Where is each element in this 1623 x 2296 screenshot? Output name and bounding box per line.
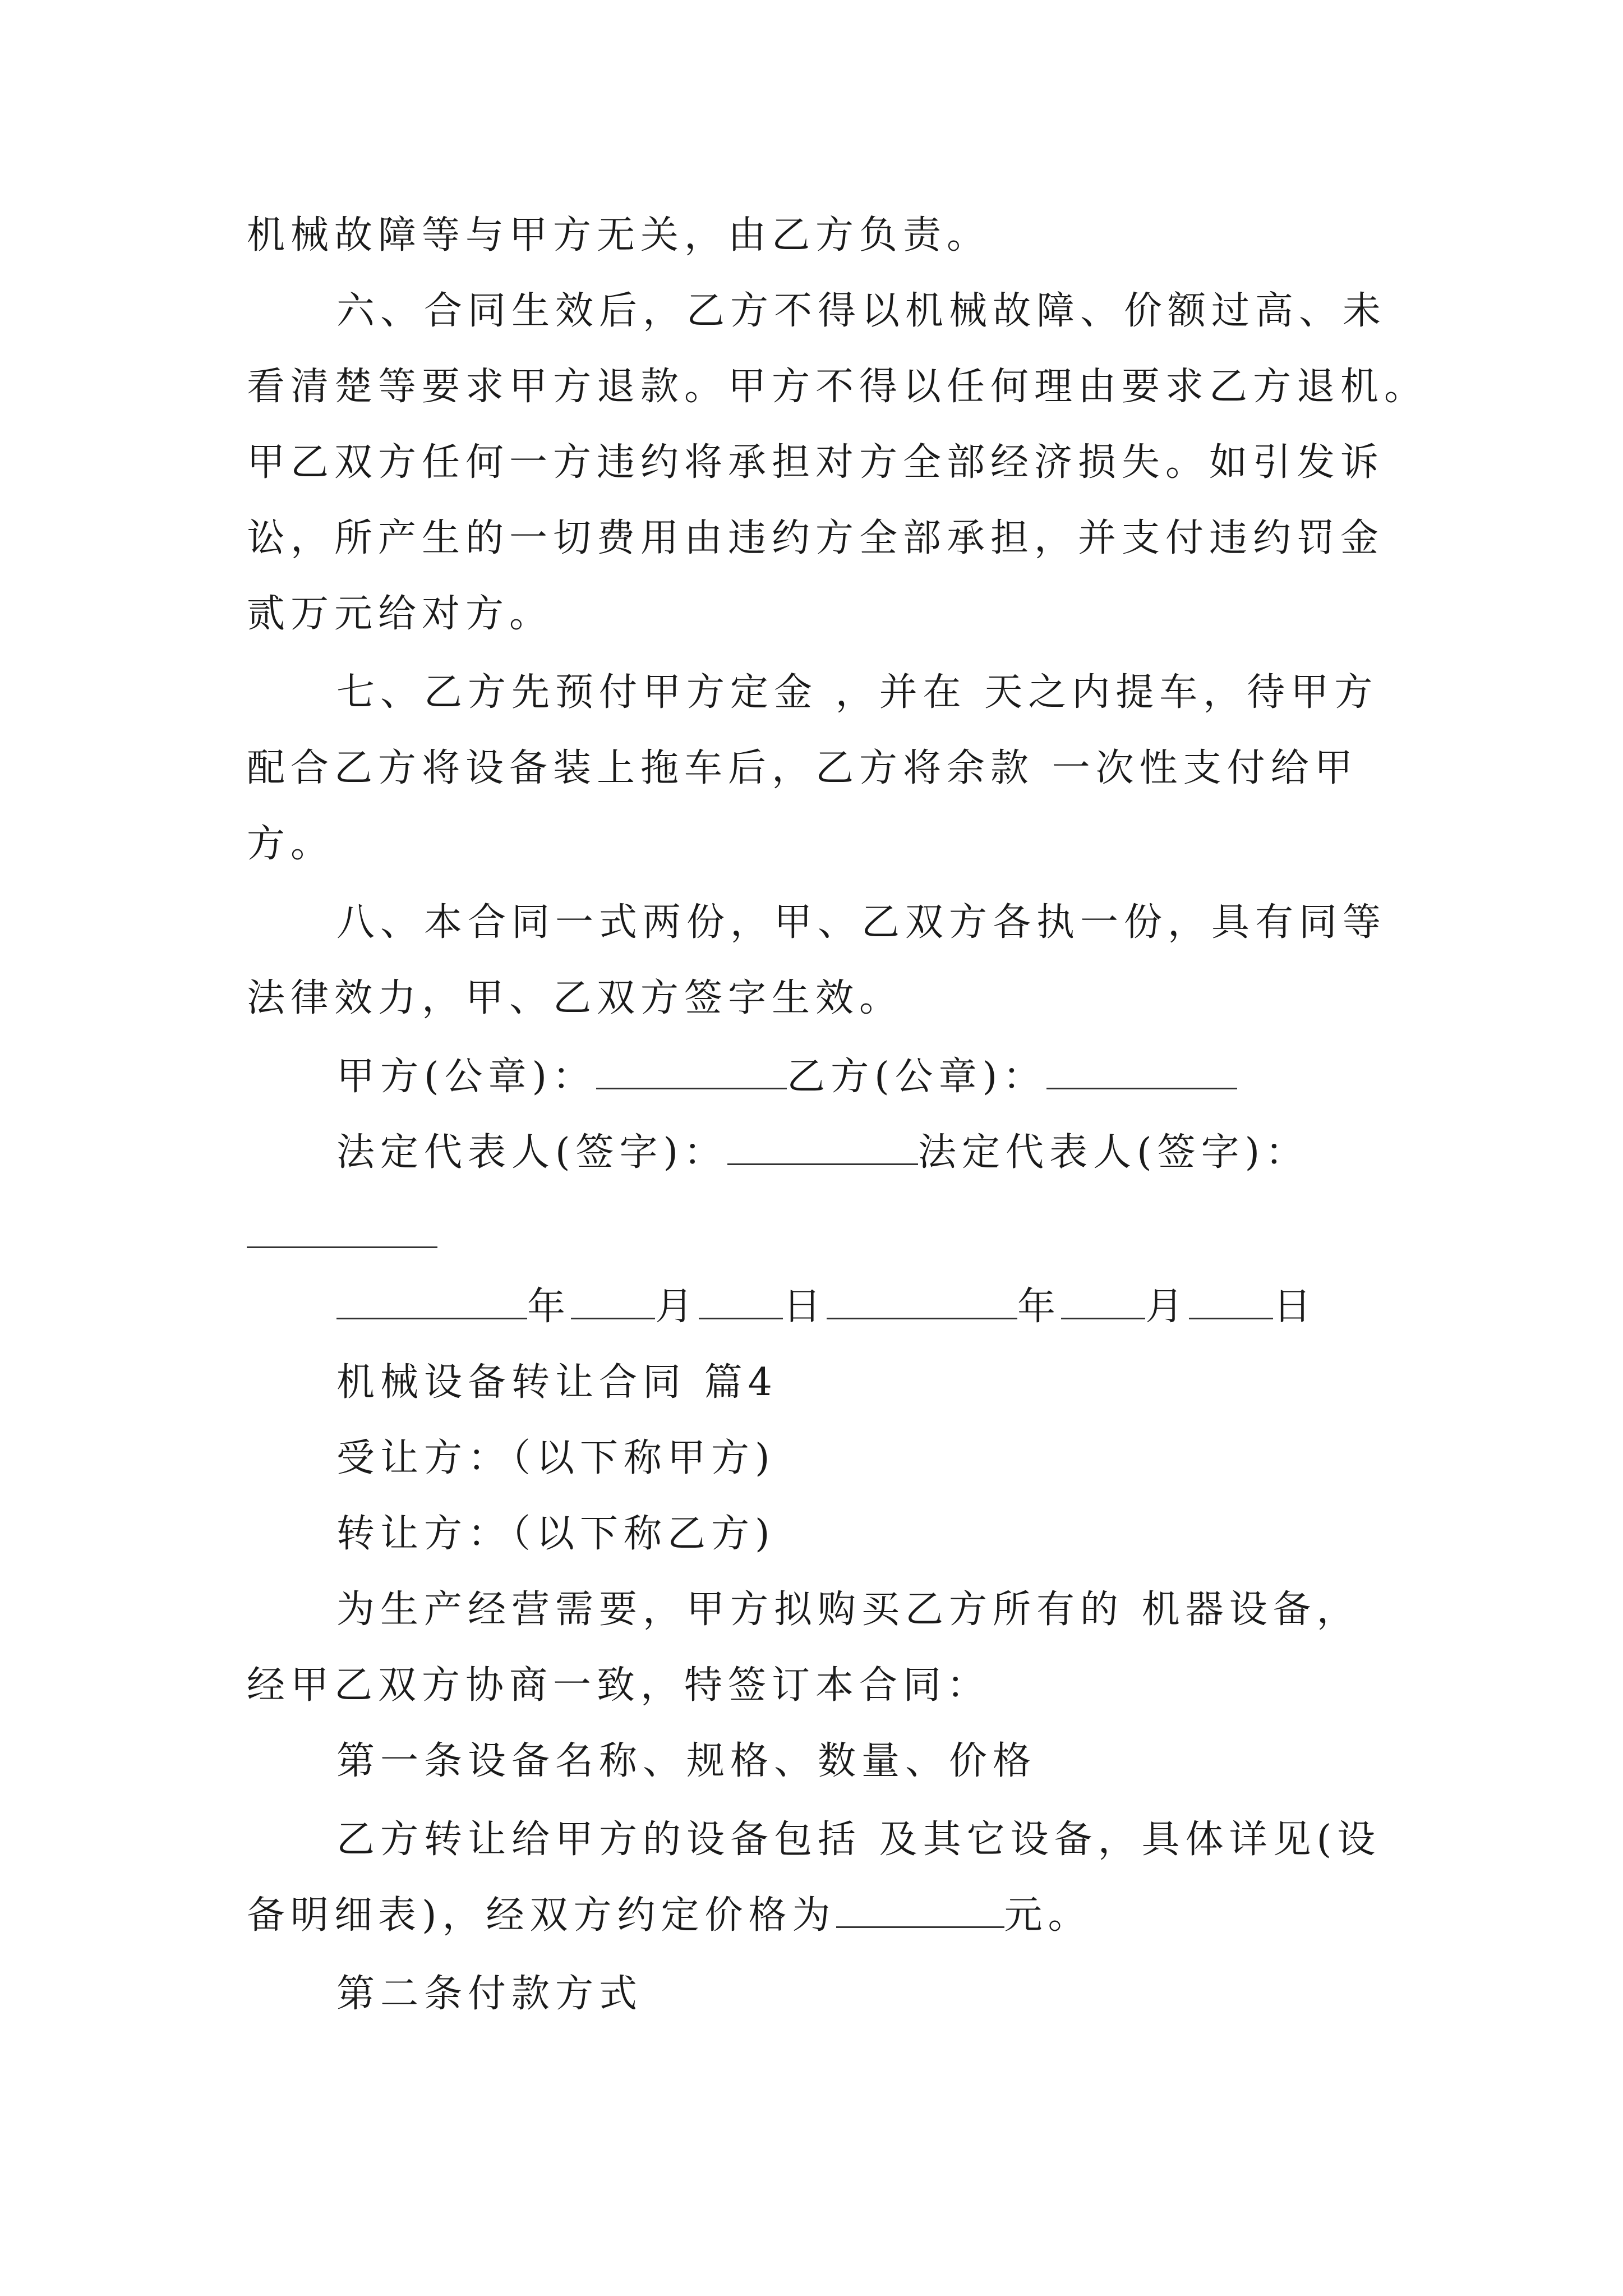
date-row (336, 1282, 1317, 1332)
paragraph-line: 看清楚等要求甲方退款。甲方不得以任何理由要求乙方退机。 (247, 365, 1428, 409)
month-b-blank (1061, 1284, 1145, 1319)
price-unit: 元。 (1004, 1893, 1092, 1938)
seal-row (336, 1052, 1237, 1102)
year-a-label: 年 (527, 1285, 571, 1329)
month-a-label: 月 (655, 1285, 699, 1329)
paragraph-line: 贰万元给对方。 (247, 592, 554, 636)
paragraph-line: 方。 (247, 822, 335, 866)
paragraph-line: 七、乙方先预付甲方定金 ，并在 天之内提车，待甲方 (336, 670, 1378, 715)
rep-a-label: 法定代表人(签字)： (336, 1130, 728, 1175)
section-title: 机械设备转让合同 篇4 (336, 1360, 778, 1405)
day-a-blank (699, 1284, 783, 1319)
paragraph-line: 六、合同生效后，乙方不得以机械故障、价额过高、未 (336, 289, 1387, 333)
month-a-blank (571, 1284, 655, 1319)
representative-row (336, 1128, 1309, 1178)
day-a-label: 日 (783, 1285, 827, 1329)
paragraph-line: 八、本合同一式两份，甲、乙双方各执一份，具有同等 (336, 900, 1387, 945)
article-heading: 第二条付款方式 (336, 1972, 643, 2016)
rep-a-blank (727, 1130, 918, 1165)
rep-b-blank (247, 1246, 437, 1248)
month-b-label: 月 (1145, 1285, 1189, 1329)
paragraph-line: 甲乙双方任何一方违约将承担对方全部经济损失。如引发诉 (247, 440, 1385, 485)
day-b-blank (1189, 1284, 1273, 1319)
transferor-line: 转让方：（以下称乙方) (336, 1512, 776, 1556)
party-b-seal-blank (1046, 1054, 1237, 1089)
transferee-line: 受让方：（以下称甲方) (336, 1436, 776, 1480)
paragraph-line: 配合乙方将设备装上拖车后，乙方将余款 一次性支付给甲 (247, 746, 1358, 790)
price-blank (836, 1893, 1004, 1928)
year-b-blank (827, 1284, 1017, 1319)
paragraph-line: 讼，所产生的一切费用由违约方全部承担，并支付违约罚金 (247, 516, 1385, 560)
day-b-label: 日 (1273, 1285, 1317, 1329)
party-a-seal-blank (596, 1054, 787, 1089)
paragraph-line: 机械故障等与甲方无关，由乙方负责。 (247, 213, 991, 257)
year-b-label: 年 (1017, 1285, 1062, 1329)
price-line (247, 1890, 1092, 1941)
year-a-blank (336, 1284, 527, 1319)
party-b-seal-label: 乙方(公章)： (787, 1055, 1047, 1099)
paragraph-line: 经甲乙双方协商一致，特签订本合同： (247, 1663, 991, 1708)
article-heading: 第一条设备名称、规格、数量、价格 (336, 1739, 1037, 1783)
paragraph-line: 乙方转让给甲方的设备包括 及其它设备，具体详见(设 (336, 1818, 1381, 1862)
paragraph-line: 法律效力，甲、乙双方签字生效。 (247, 976, 903, 1020)
rep-b-label: 法定代表人(签字)： (918, 1130, 1310, 1175)
party-a-seal-label: 甲方(公章)： (336, 1055, 597, 1099)
paragraph-line: 为生产经营需要，甲方拟购买乙方所有的 机器设备， (336, 1588, 1361, 1632)
price-label: 备明细表)，经双方约定价格为 (247, 1893, 836, 1938)
